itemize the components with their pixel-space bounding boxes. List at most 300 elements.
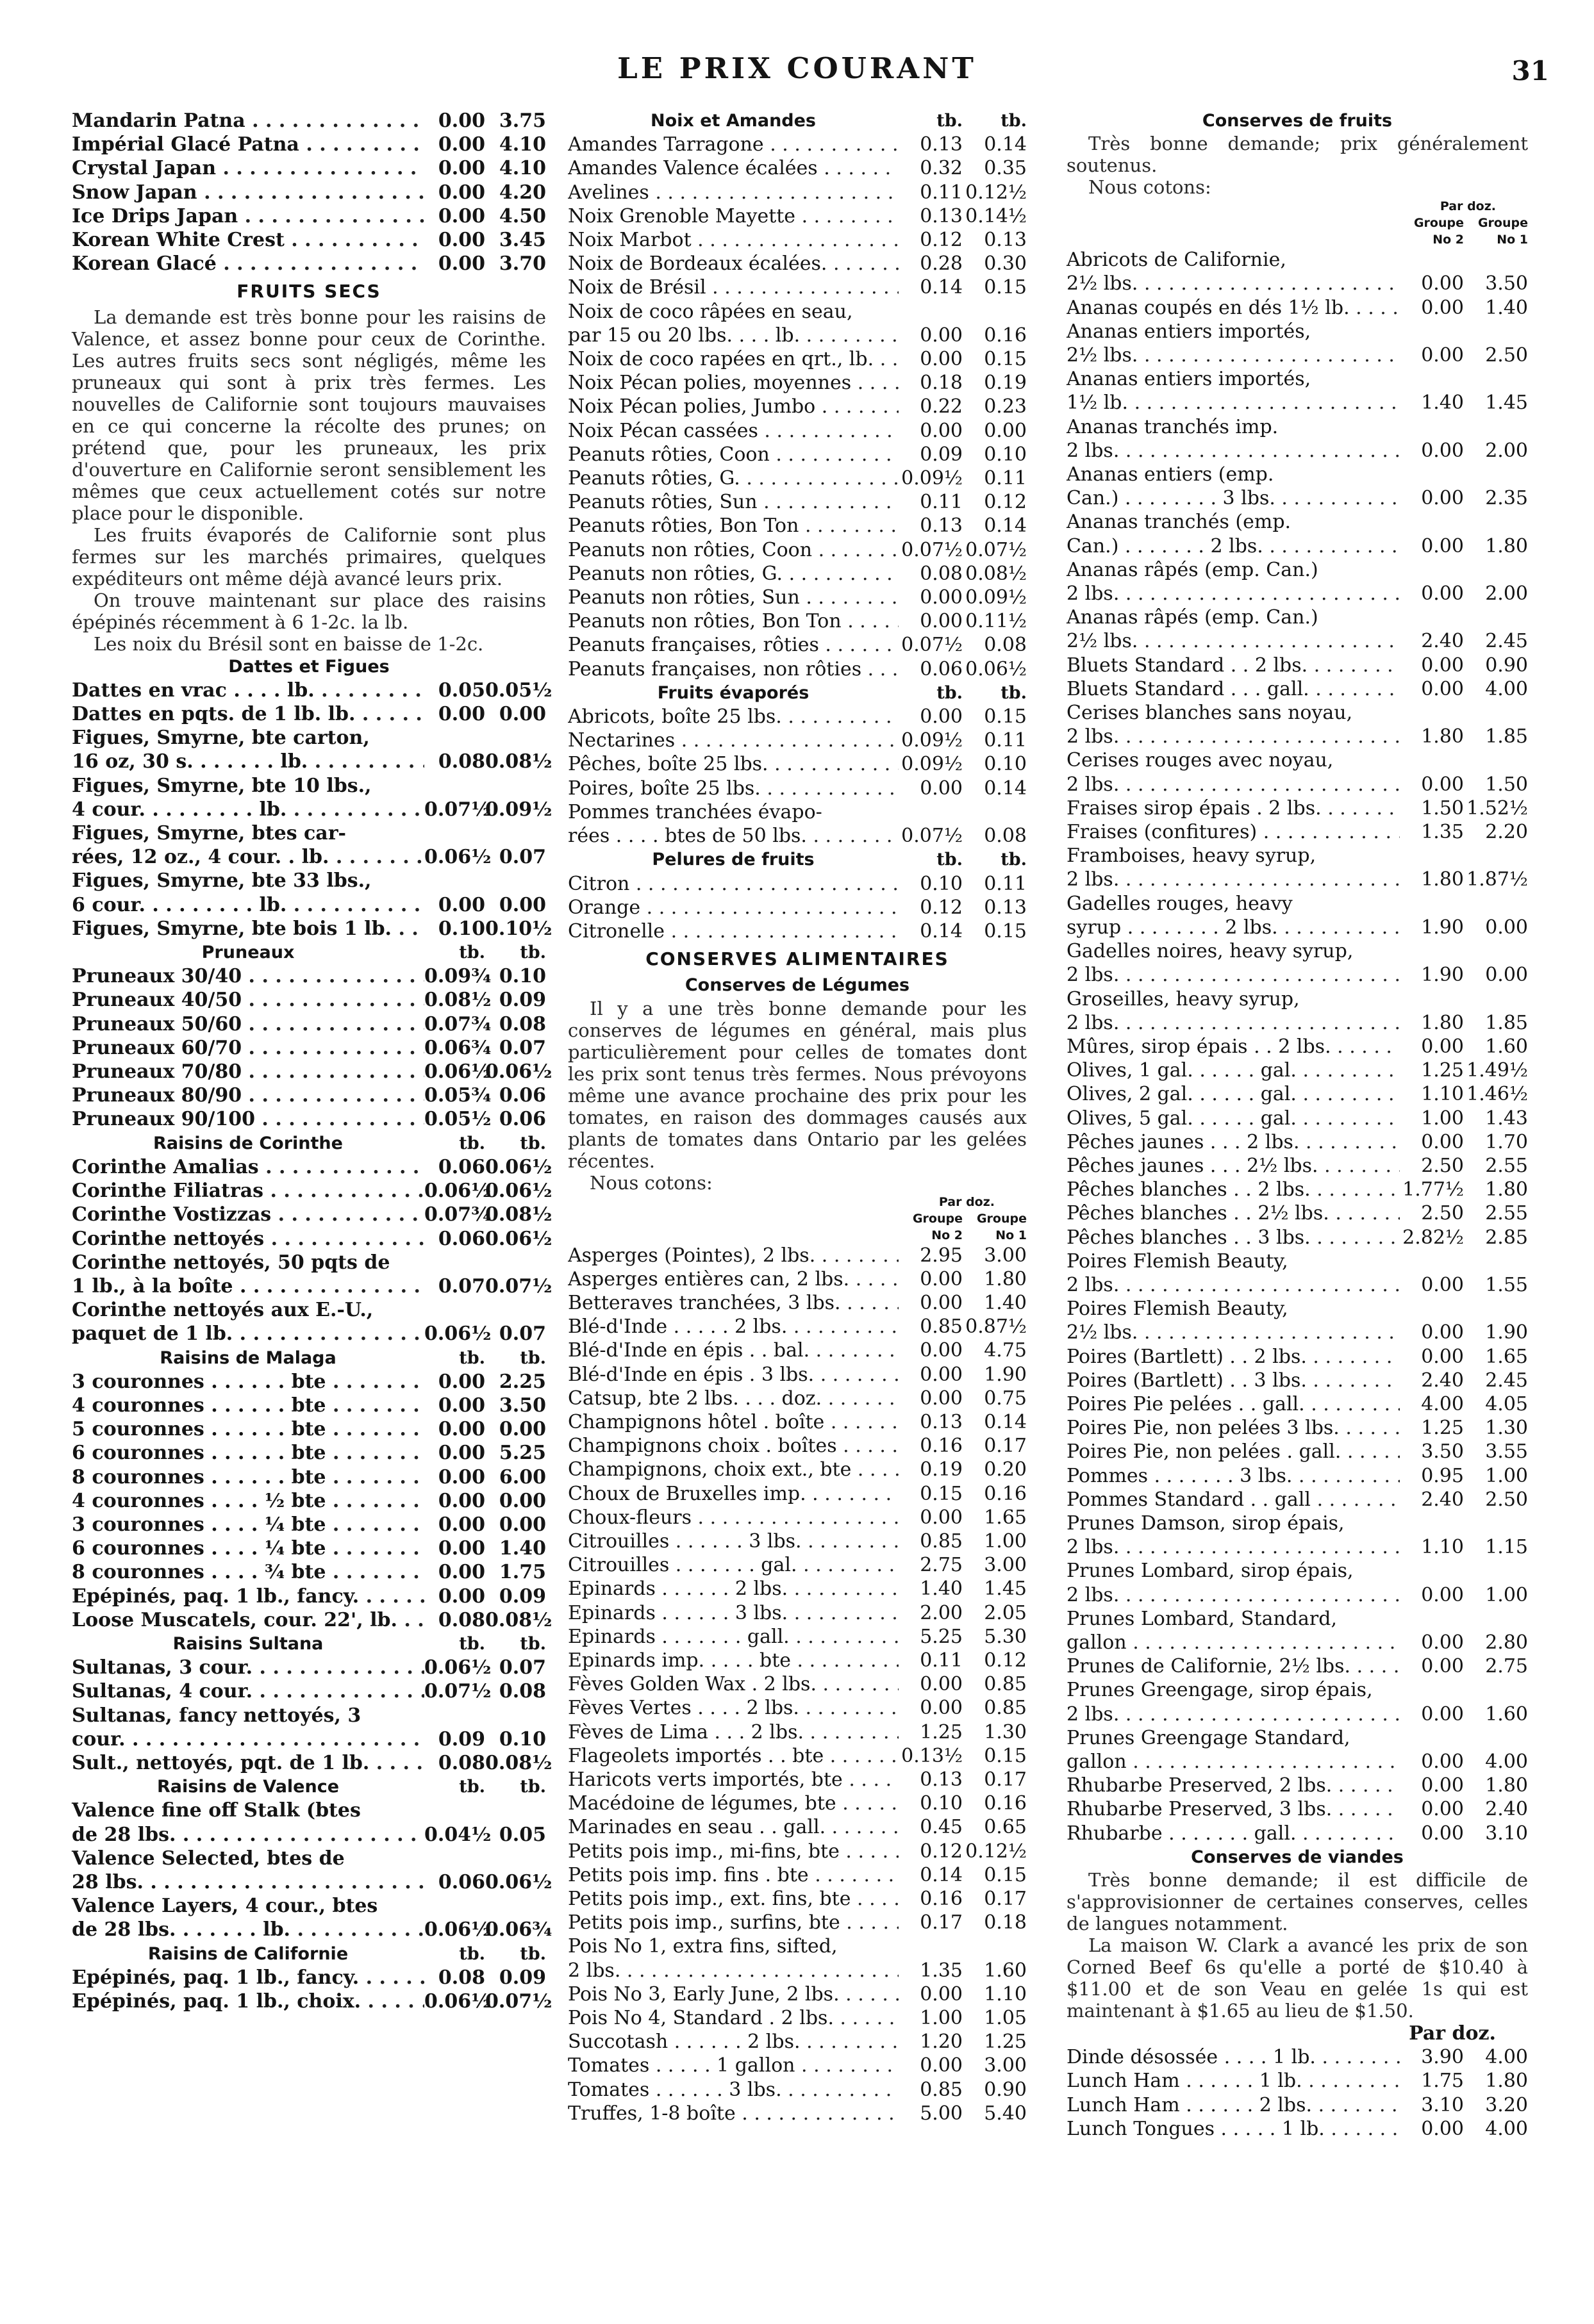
price-high: 0.12 — [984, 1649, 1027, 1672]
price-row — [1067, 1154, 1528, 1178]
price-row — [1067, 1726, 1528, 1750]
price-row — [1067, 892, 1528, 916]
page-number: 31 — [1511, 55, 1549, 87]
price-row — [72, 1799, 546, 1822]
price-row — [1067, 796, 1528, 820]
subsection-heading — [72, 1632, 546, 1656]
item-name: Poires Pie pelées . . gall. . . . — [1067, 1392, 1400, 1416]
item-name: Citronelle . . . — [568, 919, 899, 943]
price-high: 0.87½ — [965, 1315, 1027, 1339]
price-row — [568, 1625, 1027, 1649]
price-high: 1.87½ — [1466, 868, 1528, 891]
price-low: 0.00 — [438, 1418, 485, 1441]
item-name: Fraises sirop épais . 2 lbs. . . . — [1067, 796, 1400, 820]
price-high: 3.70 — [499, 252, 546, 276]
price-low: 0.06½ — [424, 1060, 492, 1084]
price-row — [1067, 1774, 1528, 1797]
price-row — [568, 1959, 1027, 1982]
price-row — [72, 1012, 546, 1036]
item-name: Catsup, bte 2 lbs. . . . doz. . . . — [568, 1387, 899, 1410]
price-low: 0.10 — [920, 1792, 963, 1815]
price-high: 0.09 — [499, 989, 546, 1012]
price-low: 0.06½ — [424, 1990, 492, 2013]
price-row — [568, 1840, 1027, 1863]
price-low: 2.00 — [920, 1601, 963, 1624]
item-name: Peanuts françaises, non rôties . . . — [568, 657, 899, 681]
item-name: Amandes Tarragone . . . — [568, 133, 899, 156]
price-high: 0.15 — [984, 1744, 1027, 1767]
item-name: cour. . . . . . . . . . . . . — [72, 1727, 424, 1751]
price-row — [568, 419, 1027, 443]
price-high: 0.14 — [984, 1410, 1027, 1433]
price-high: 1.52½ — [1466, 796, 1528, 820]
price-low: 0.04½ — [424, 1823, 492, 1846]
price-row — [1067, 2069, 1528, 2093]
price-row — [568, 538, 1027, 562]
item-name: Pruneaux 30/40 . . . — [72, 964, 424, 988]
price-low: 2.40 — [1421, 1369, 1464, 1392]
price-high: 1.85 — [1485, 1011, 1528, 1034]
subsection-title: Dattes et Figues — [228, 656, 390, 677]
paragraph: Nous cotons: — [590, 1171, 713, 1194]
group-header — [1067, 215, 1528, 231]
item-name: 2 lbs. . . . — [568, 1959, 899, 1982]
price-low: 0.00 — [1421, 1798, 1464, 1821]
price-low: 0.14 — [920, 276, 963, 299]
item-name: Blé-d'Inde . . . . . 2 lbs. . . . — [568, 1315, 899, 1339]
price-row — [568, 1792, 1027, 1815]
group-label: Groupe — [912, 1211, 963, 1226]
column-3 — [1067, 109, 1528, 2141]
price-low: 1.77½ — [1402, 1178, 1464, 1201]
price-high: 0.85 — [984, 1697, 1027, 1720]
item-name: Noix Pécan polies, Jumbo . . . . — [568, 395, 899, 418]
price-low: 3.50 — [1421, 1440, 1464, 1463]
price-row — [568, 276, 1027, 299]
item-name: gallon . . . — [1067, 1631, 1400, 1654]
item-name: Marinades en seau . . gall. . . . — [568, 1815, 899, 1839]
price-high: 0.35 — [984, 157, 1027, 180]
item-name: Sult., nettoyés, pqt. de 1 lb. . . . — [72, 1751, 424, 1775]
price-row — [1067, 320, 1528, 343]
price-high: 0.08½ — [485, 750, 552, 773]
price-low: 0.00 — [438, 110, 485, 132]
price-row — [72, 1394, 546, 1417]
price-low: 1.40 — [920, 1578, 963, 1601]
price-low: 0.08 — [438, 1608, 485, 1631]
price-low: 0.00 — [1421, 1751, 1464, 1773]
item-name: Corinthe nettoyés, 50 pqts de — [72, 1251, 390, 1274]
price-high: 3.00 — [984, 1554, 1027, 1577]
price-row — [1067, 725, 1528, 748]
section-title: CONSERVES ALIMENTAIRES — [645, 948, 949, 970]
price-high: 4.00 — [1485, 1751, 1528, 1773]
price-high: 0.06½ — [485, 1870, 552, 1893]
price-low: 0.28 — [920, 252, 963, 276]
price-low: 0.00 — [1421, 654, 1464, 677]
price-high: 0.90 — [1485, 654, 1528, 677]
price-low: 0.00 — [1421, 582, 1464, 606]
price-high: 0.11 — [984, 872, 1027, 895]
subsection-title: Pruneaux — [201, 943, 295, 963]
item-name: Blé-d'Inde en épis . 3 lbs. . . . — [568, 1363, 899, 1387]
price-high: 3.45 — [499, 229, 546, 252]
price-row — [1067, 1822, 1528, 1845]
price-row — [1067, 820, 1528, 844]
price-row — [1067, 2045, 1528, 2069]
price-high: 1.40 — [1485, 296, 1528, 319]
item-name: Citrouilles . . . . . . . gal. . . . — [568, 1553, 899, 1577]
price-low: 0.05¾ — [424, 1084, 492, 1107]
price-low: 0.00 — [920, 1982, 963, 2006]
price-high: 0.06½ — [485, 1180, 552, 1203]
subsection-title: Conserves de fruits — [1202, 111, 1393, 131]
item-name: Figues, Smyrne, bte carton, — [72, 727, 370, 750]
price-high: 1.46½ — [1466, 1083, 1528, 1106]
item-name: Pois No 1, extra fins, sifted, — [568, 1935, 838, 1958]
item-name: Rhubarbe . . . . . . . gall. . . . — [1067, 1822, 1400, 1845]
price-high: 0.16 — [984, 1792, 1027, 1815]
item-name: Abricots de Californie, — [1067, 249, 1286, 272]
price-high: 0.00 — [1485, 964, 1528, 987]
price-row — [568, 1982, 1027, 2006]
price-low: 2.40 — [1421, 1488, 1464, 1511]
price-row — [568, 800, 1027, 824]
price-row — [72, 869, 546, 893]
price-high: 0.07½ — [485, 1990, 552, 2013]
group-number-header — [1067, 231, 1528, 248]
group-label: Groupe — [976, 1211, 1027, 1226]
price-high: 3.20 — [1485, 2093, 1528, 2116]
price-high: 1.65 — [1485, 1345, 1528, 1368]
price-low: 0.00 — [920, 705, 963, 729]
price-high: 0.10 — [984, 753, 1027, 776]
price-high: 0.30 — [984, 252, 1027, 276]
subsection-heading — [1067, 109, 1528, 133]
price-row — [1067, 1178, 1528, 1201]
paragraph: La demande est très bonne pour les raisins de Valence, et assez bonne pour ceux de Corinthe. Les autres fruits secs sont négligés, même les pruneaux qui sont à prix très fermes. Les nouvelles de Californie sont toujours mauvaises en ce qui concerne la récolte des prunes; on prétend que, pour les pruneaux, les prix d'ouverture en Californie seront sensiblement les mêmes que ceux actuellement cotés sur notre place pour le disponible. — [72, 306, 546, 524]
item-name: Truffes, 1-8 boîte . . . . . . . . — [568, 2102, 899, 2125]
price-row — [1067, 1249, 1528, 1273]
item-name: Valence Selected, btes de — [72, 1847, 345, 1870]
unit-label: tb. — [936, 111, 963, 131]
price-low: 0.13 — [920, 1410, 963, 1433]
price-low: 0.00 — [920, 777, 963, 800]
price-low: 0.00 — [1421, 1631, 1464, 1654]
price-low: 0.11 — [920, 1649, 963, 1672]
price-row — [568, 633, 1027, 657]
price-high: 1.30 — [984, 1720, 1027, 1743]
price-high: 2.45 — [1485, 630, 1528, 653]
price-low: 0.00 — [1421, 1822, 1464, 1845]
price-row — [1067, 773, 1528, 796]
price-high: 0.14 — [984, 777, 1027, 800]
price-row — [568, 1887, 1027, 1911]
price-high: 0.06¾ — [485, 1918, 552, 1941]
price-high: 1.00 — [984, 1529, 1027, 1553]
price-high: 0.05 — [499, 1823, 546, 1846]
group-no2: No 2 — [931, 1228, 963, 1242]
subsection-title: Noix et Amandes — [650, 111, 817, 131]
item-name: Bluets Standard . . . gall. . . . — [1067, 677, 1400, 701]
price-low: 0.06½ — [424, 1656, 492, 1679]
price-row — [568, 1244, 1027, 1267]
item-name: Peanuts rôties, G. . . . — [568, 466, 899, 490]
price-low: 0.00 — [438, 703, 485, 726]
price-high: 1.80 — [1485, 1178, 1528, 1201]
item-name: Orange . . . — [568, 896, 899, 919]
price-low: 0.13 — [920, 515, 963, 538]
price-row — [568, 1577, 1027, 1601]
item-name: 4 couronnes . . . . . . bte . . . — [72, 1394, 424, 1417]
price-row — [1067, 629, 1528, 653]
price-high: 1.15 — [1485, 1536, 1528, 1559]
price-low: 0.00 — [1421, 1702, 1464, 1726]
price-row — [1067, 248, 1528, 272]
price-low: 0.07½ — [424, 798, 492, 821]
price-row — [568, 395, 1027, 418]
price-row — [72, 1036, 546, 1060]
price-row — [72, 1465, 546, 1489]
price-high: 3.10 — [1485, 1822, 1528, 1845]
price-low: 0.00 — [920, 1387, 963, 1410]
price-high: 0.09½ — [485, 798, 552, 821]
price-high: 2.20 — [1485, 821, 1528, 844]
price-row — [568, 1410, 1027, 1434]
item-name: Citron . . . — [568, 872, 899, 896]
item-name: Petits pois imp. fins . bte . . . — [568, 1863, 899, 1887]
price-high: 0.06 — [499, 1108, 546, 1131]
price-high: 2.50 — [1485, 1488, 1528, 1511]
price-high: 0.06½ — [485, 1227, 552, 1250]
item-name: Ananas tranchés (emp. — [1067, 511, 1291, 534]
price-row — [72, 1704, 546, 1727]
item-name: Noix Grenoble Mayette . . . . . — [568, 204, 899, 228]
unit-label: tb. — [459, 1943, 485, 1964]
price-low: 0.07¾ — [424, 1203, 492, 1226]
item-name: 4 cour. . . . . . . . . lb. . . . — [72, 798, 424, 821]
price-high: 0.00 — [499, 893, 546, 916]
item-name: Peanuts rôties, Bon Ton . . . — [568, 514, 899, 538]
price-row — [568, 752, 1027, 776]
price-low: 0.09 — [438, 1727, 485, 1751]
price-low: 0.00 — [438, 133, 485, 156]
item-name: par 15 ou 20 lbs. . . . lb. . . . — [568, 324, 899, 347]
item-name: 2½ lbs. . . . — [1067, 629, 1400, 653]
item-name: Prunes Damson, sirop épais, — [1067, 1512, 1345, 1535]
price-row — [1067, 1226, 1528, 1249]
price-low: 0.17 — [920, 1911, 963, 1934]
price-row — [72, 726, 546, 750]
price-row — [72, 893, 546, 917]
price-row — [1067, 844, 1528, 868]
price-low: 5.00 — [920, 2102, 963, 2125]
subsection-heading — [568, 848, 1027, 871]
price-row — [72, 750, 552, 773]
price-row — [1067, 654, 1528, 677]
price-low: 0.00 — [438, 1465, 485, 1488]
price-low: 2.40 — [1421, 630, 1464, 653]
subsection-title: Conserves de Légumes — [685, 975, 910, 996]
price-high: 0.10½ — [485, 917, 552, 940]
price-low: 1.80 — [1421, 868, 1464, 891]
item-name: 2½ lbs. . . . — [1067, 1321, 1400, 1344]
price-row — [72, 702, 546, 726]
item-name: 5 couronnes . . . . . . bte . . . — [72, 1417, 424, 1441]
price-row — [568, 609, 1027, 633]
price-low: 0.45 — [920, 1816, 963, 1839]
item-name: Corinthe nettoyés aux E.-U., — [72, 1299, 374, 1322]
subsection-title: Pelures de fruits — [652, 850, 815, 870]
item-name: Noix de coco râpées en seau, — [568, 300, 853, 323]
column-2 — [568, 109, 1027, 2125]
price-row — [72, 1727, 546, 1751]
price-low: 0.07½ — [901, 634, 963, 657]
item-name: 4 couronnes . . . . ½ bte . . . — [72, 1489, 424, 1513]
item-name: Ice Drips Japan . . . — [72, 204, 424, 228]
price-row — [568, 1434, 1027, 1458]
item-name: Pommes tranchées évapo- — [568, 800, 822, 823]
price-row — [568, 2030, 1027, 2054]
item-name: Ananas râpés (emp. Can.) — [1067, 606, 1318, 629]
price-high: 0.07½ — [485, 1274, 552, 1298]
price-row — [568, 466, 1027, 490]
item-name: Pruneaux 60/70 . . . — [72, 1036, 424, 1060]
price-low: 0.14 — [920, 919, 963, 943]
price-row — [568, 1291, 1027, 1315]
price-low: 0.05½ — [424, 1108, 492, 1131]
item-name: 8 couronnes . . . . ¾ bte . . . — [72, 1560, 424, 1584]
price-row — [1067, 916, 1528, 939]
item-name: Pruneaux 80/90 . . . — [72, 1084, 424, 1107]
price-low: 0.07¾ — [424, 1012, 492, 1035]
price-high: 1.90 — [984, 1363, 1027, 1386]
price-high: 3.75 — [499, 110, 546, 132]
group-no1: No 1 — [995, 1228, 1027, 1242]
price-row — [1067, 296, 1528, 320]
price-low: 0.00 — [920, 1291, 963, 1314]
item-name: Figues, Smyrne, bte 10 lbs., — [72, 774, 372, 797]
item-name: Cerises rouges avec noyau, — [1067, 749, 1334, 772]
price-row — [568, 657, 1027, 681]
price-row — [1067, 534, 1528, 558]
price-low: 0.00 — [438, 157, 485, 180]
item-name: Champignons hôtel . boîte . . . — [568, 1410, 899, 1434]
price-low: 0.85 — [920, 1529, 963, 1553]
item-name: Impérial Glacé Patna . . . — [72, 133, 424, 156]
price-high: 0.08 — [984, 825, 1027, 848]
column-1 — [72, 109, 552, 2013]
group-number-header — [568, 1227, 1027, 1244]
item-name: Sultanas, 4 cour. . . . — [72, 1679, 424, 1703]
price-low: 0.19 — [920, 1458, 963, 1481]
price-low: 0.00 — [1421, 1130, 1464, 1153]
unit-label: tb. — [459, 1777, 485, 1797]
price-row — [72, 1155, 552, 1179]
group-header — [568, 1210, 1027, 1227]
price-high: 0.75 — [984, 1387, 1027, 1410]
item-name: Ananas entiers importés, — [1067, 368, 1311, 391]
price-row — [1067, 987, 1528, 1011]
subsection-heading — [72, 1775, 546, 1799]
item-name: Peanuts rôties, Coon . . . — [568, 443, 899, 466]
item-name: Haricots verts importés, bte . . . — [568, 1768, 899, 1792]
price-low: 0.09½ — [901, 729, 963, 752]
item-name: 2 lbs. . . . — [1067, 1535, 1400, 1559]
item-name: Peanuts françaises, rôties . . . . — [568, 633, 899, 657]
item-name: Champignons choix . boîtes . . . — [568, 1434, 899, 1458]
item-name: Noix de coco rapées en qrt., lb. . . . — [568, 347, 899, 371]
item-name: Pêches blanches . . 3 lbs. . . . — [1067, 1226, 1400, 1249]
item-name: Choux de Bruxelles imp. . . . . — [568, 1482, 899, 1506]
price-row — [568, 1768, 1027, 1792]
item-name: Tomates . . . . . 1 gallon . . . — [568, 2054, 899, 2077]
group-no1: No 1 — [1497, 233, 1528, 247]
price-low: 0.00 — [438, 1561, 485, 1584]
item-name: Epépinés, paq. 1 lb., fancy. . . . — [72, 1585, 424, 1608]
price-row — [72, 1513, 546, 1537]
price-low: 0.10 — [920, 872, 963, 895]
price-high: 1.60 — [1485, 1035, 1528, 1058]
item-name: Bluets Standard . . 2 lbs. . . . — [1067, 654, 1400, 677]
price-low: 0.00 — [1421, 344, 1464, 367]
price-row — [1067, 1107, 1528, 1130]
price-low: 0.00 — [1421, 2117, 1464, 2140]
price-row — [1067, 343, 1528, 367]
price-row — [72, 845, 546, 869]
price-row — [568, 872, 1027, 896]
price-row — [72, 1608, 552, 1632]
price-row — [1067, 1488, 1528, 1512]
price-high: 1.55 — [1485, 1273, 1528, 1296]
price-high: 1.65 — [984, 1506, 1027, 1529]
price-high: 0.00 — [499, 703, 546, 726]
price-high: 0.08½ — [965, 562, 1027, 585]
price-high: 0.15 — [984, 705, 1027, 729]
price-low: 0.00 — [1421, 677, 1464, 700]
price-high: 0.00 — [499, 1418, 546, 1441]
price-row — [72, 1990, 552, 2013]
item-name: Dattes en pqts. de 1 lb. lb. . . . — [72, 702, 424, 726]
price-row — [1067, 1583, 1528, 1607]
price-high: 0.06½ — [485, 1060, 552, 1084]
price-row — [1067, 1607, 1528, 1631]
item-name: Ananas entiers importés, — [1067, 320, 1311, 343]
price-high: 0.16 — [984, 324, 1027, 347]
price-high: 2.45 — [1485, 1369, 1528, 1392]
price-row — [568, 2102, 1027, 2125]
price-high: 1.80 — [1485, 534, 1528, 557]
price-low: 1.10 — [1421, 1083, 1464, 1106]
item-name: Petits pois imp., ext. fins, bte . . . — [568, 1887, 899, 1911]
price-low: 0.00 — [438, 229, 485, 252]
item-name: Mûres, sirop épais . . 2 lbs. . . . — [1067, 1035, 1400, 1059]
price-low: 0.09½ — [901, 753, 963, 776]
price-high: 0.07 — [499, 1036, 546, 1059]
price-low: 0.11 — [920, 181, 963, 204]
price-low: 0.06½ — [424, 1918, 492, 1941]
price-low: 4.00 — [1421, 1392, 1464, 1415]
price-row — [1067, 1750, 1528, 1774]
item-name: Noix de Brésil . . . — [568, 276, 899, 299]
item-name: Sultanas, 3 cour. . . . — [72, 1656, 424, 1679]
item-name: Avelines . . . — [568, 181, 899, 204]
price-low: 0.00 — [438, 1513, 485, 1536]
price-high: 1.25 — [984, 2031, 1027, 2054]
item-name: Amandes Valence écalées . . . . — [568, 156, 899, 180]
price-low: 0.06 — [438, 1870, 485, 1893]
price-row — [1067, 701, 1528, 725]
